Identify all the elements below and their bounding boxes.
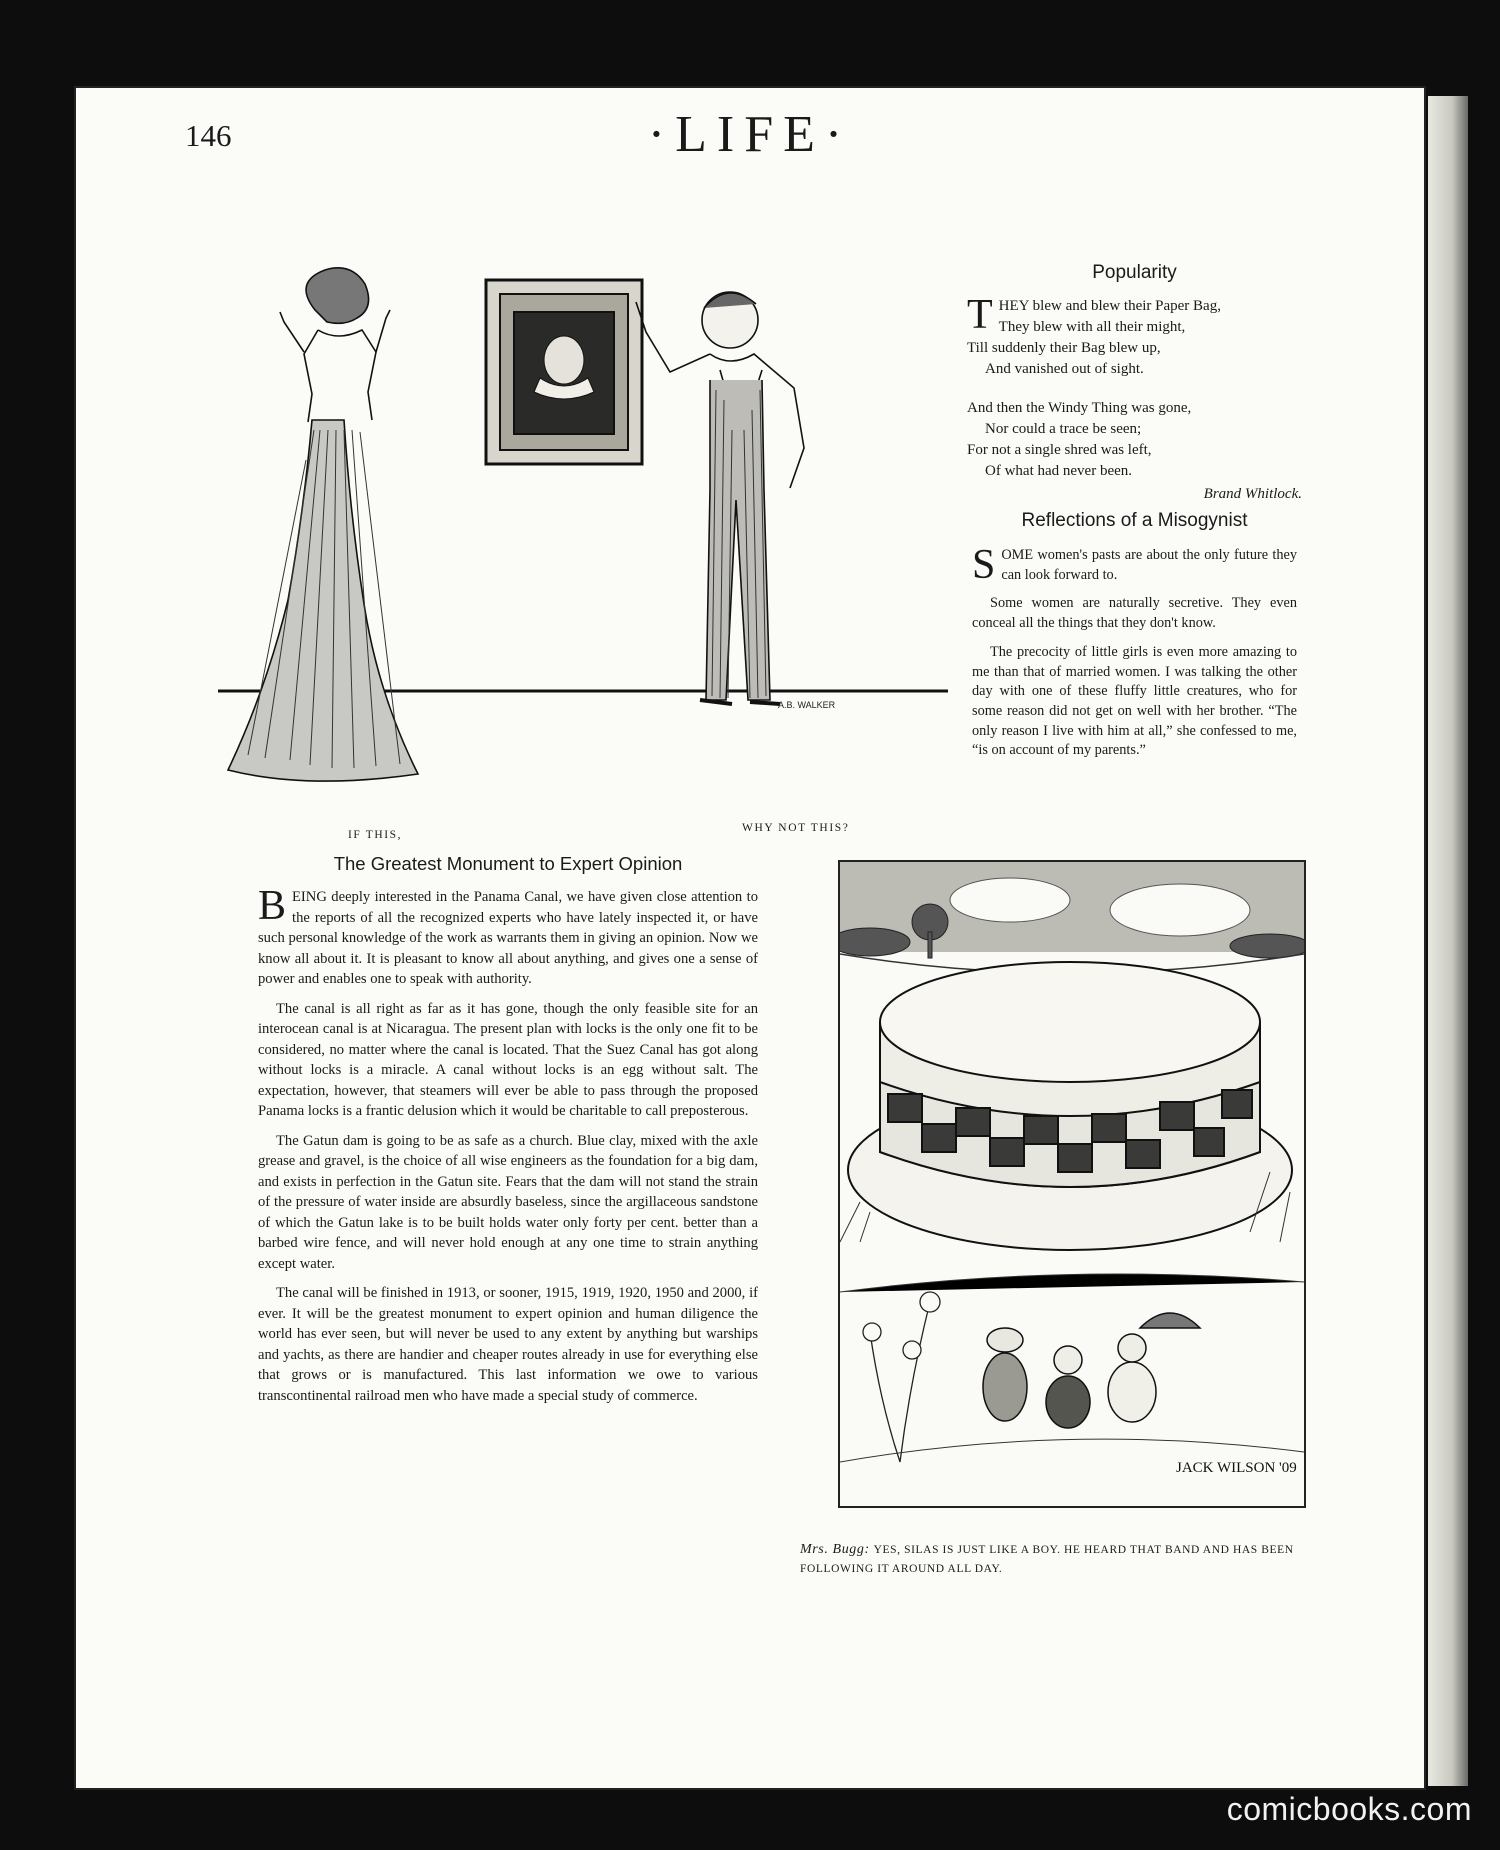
- monument-title: The Greatest Monument to Expert Opinion: [333, 853, 683, 874]
- cartoon-if-this-why-not-this: [210, 260, 950, 790]
- site-watermark: comicbooks.com: [1226, 1791, 1472, 1827]
- paragraph: EING deeply interested in the Panama Canal, we have given close attention to the reports of all the recognized experts who have lately inspected it, or have such personal knowledge of the work as warrants them in giving an opinion. Now we know all about it. It is pleasant to know all about anything, and gives one a sense of power and enables one to speak with authority.: [258, 889, 758, 987]
- poem-line: For not a single shred was left,: [967, 442, 1152, 458]
- next-page-edge: [1428, 96, 1468, 1786]
- popularity-title: Popularity: [1092, 262, 1177, 283]
- poem-line: Of what had never been.: [985, 463, 1133, 479]
- poem-line: Till suddenly their Bag blew up,: [967, 340, 1161, 356]
- poem-line: They blew with all their might,: [998, 319, 1186, 335]
- hat-illustration: [840, 862, 1304, 1506]
- poem-line: And then the Windy Thing was gone,: [967, 400, 1192, 416]
- stanza-1: [967, 292, 1302, 380]
- hat-cartoon-panel: [838, 860, 1306, 1508]
- page-number: 146: [185, 118, 232, 153]
- paragraph: The Gatun dam is going to be as safe as a church. Blue clay, mixed with the axle grease and gravel, is the choice of all wise engineers as the foundation for a big dam, and exists in perfection in the Gatun site. Fears that the dam will not stand the strain of the pressure of water inside are absurdly baseless, since the argillaceous sandstone of which the Gatun lake is to be built holds water only forty per cent. better than a barbed wire fence, and will never hold enough at any one time to strain anything except water.: [258, 1132, 758, 1272]
- panel-signature: JACK WILSON '09: [1176, 1460, 1297, 1476]
- man-in-striped-suit: [636, 292, 804, 704]
- paragraph: Some women are naturally secretive. They even conceal all the things that they don't know.: [972, 595, 1297, 632]
- flower-plant: [863, 1292, 940, 1462]
- poem-line: HEY blew and blew their Paper Bag,: [998, 298, 1221, 314]
- poem-line: Nor could a trace be seen;: [985, 421, 1142, 437]
- poem-line: And vanished out of sight.: [985, 361, 1144, 377]
- dropcap-b: B: [258, 883, 287, 929]
- caption-why-not-this: WHY NOT THIS?: [742, 822, 850, 834]
- woman-in-gown: [228, 268, 418, 781]
- popularity-poem: [967, 262, 1302, 505]
- paragraph: The precocity of little girls is even more amazing to me than that of married women. I was talking the other day with one of these fluffy little creatures, who for some reason did not get on well with her brother. “The only reason I live with him at all,” she confessed to me, “is on account of my parents.”: [972, 643, 1297, 759]
- straw-hat: [848, 962, 1292, 1250]
- misogynist-article: [972, 510, 1297, 770]
- stanza-2: [967, 398, 1302, 482]
- paragraph: OME women's pasts are about the only future they can look forward to.: [1001, 547, 1297, 583]
- masthead: ·LIFE·: [647, 106, 853, 163]
- caption-text: YES, SILAS IS JUST LIKE A BOY. HE HEARD THAT BAND AND HAS BEEN FOLLOWING IT AROUND ALL DAY.: [800, 1544, 1294, 1575]
- hat-cartoon-caption: [800, 1540, 1300, 1578]
- misogynist-body: [972, 542, 1297, 761]
- poem-author: Brand Whitlock.: [1203, 486, 1302, 502]
- monument-article: [258, 853, 758, 1415]
- framed-portrait: [486, 280, 642, 464]
- bug-figures: [983, 1313, 1200, 1428]
- misogynist-title: Reflections of a Misogynist: [1021, 510, 1248, 531]
- cartoon-signature: A.B. WALKER: [778, 700, 836, 710]
- dropcap-t: T: [967, 292, 993, 338]
- caption-if-this: IF THIS,: [348, 829, 403, 841]
- paragraph: The canal will be finished in 1913, or sooner, 1915, 1919, 1920, 1950 and 2000, if ever. It will be the greatest monument to expert opinion and human diligence the world has ever seen, but will never be used to any extent by anything but warships and yachts, as there are handier and cheaper routes already in use for everything else that grows or is manufactured. This last information we owe to various transcontinental railroad men who have made a special study of commerce.: [258, 1285, 758, 1404]
- dropcap-s: S: [972, 542, 996, 588]
- monument-body: [258, 883, 758, 1406]
- paragraph: The canal is all right as far as it has gone, though the only feasible site for an interocean canal is at Nicaragua. The present plan with locks is the only one fit to be considered, no matter where the canal is located. That the Suez Canal has got along without locks is a miracle. A canal without locks is an egg without salt. The expectation, however, that steamers will ever be able to pass through the proposed Panama locks is a frantic delusion which it would be charitable to call preposterous.: [258, 1000, 758, 1119]
- caption-speaker: Mrs. Bugg:: [800, 1542, 870, 1557]
